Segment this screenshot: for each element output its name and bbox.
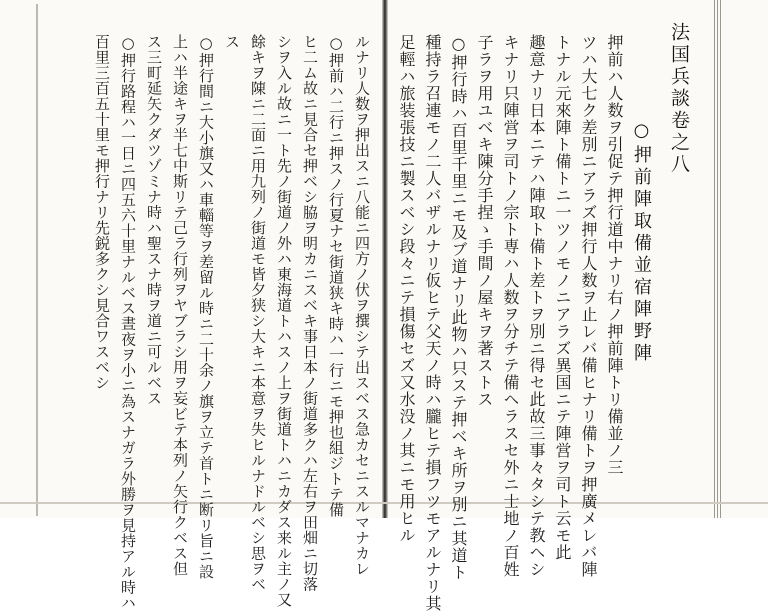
left-line-11: 百里三百五十里モ押行ナリ先鋭多クシ見合ワスベシ [93, 34, 111, 391]
right-page-edges [712, 0, 722, 518]
right-line-9: 足輕ハ旅装張技ニ製スベシ段々ニテ損傷セズ又水没ノ其ニモ用ヒル [397, 34, 416, 544]
right-line-4: 趣意ナリ日本ニテハ陣取ト備ト差トヲ別ニ得セ此故三事々タシテ教ヘシ [527, 34, 546, 578]
chapter-title: 法国兵談卷之八 [668, 22, 690, 176]
right-line-3: トナル元來陣ト備トニ一ツノモノニアラズ異国ニテ陣営ヲ司ト云モ此 [553, 34, 572, 561]
left-line-1: ルナリ人数ヲ押出スニ八能ニ四方ノ伏ヲ撰シテ出スベス急カセニスルマナカレ [353, 34, 371, 577]
left-line-4: シヲ入ル故ニ一ト先ノ街道ノ外ハ東海道トハスノ上ヲ街道トハニカダス来ル主ノ又 [275, 34, 293, 608]
left-line-8: 上ハ半途キヲ半七中斯リテ己ラ行列ヲヤブラシ用ヲ妄ビテ本列ノ矢行クベス但 [171, 34, 189, 577]
page-bottom-fold [0, 502, 768, 504]
left-line-5: 餘キヲ陳ニ二面ニ用九列ノ街道モ皆夕狭シ大キニ本意ヲ失ヒルナドルベシ思ヲベ [249, 34, 267, 592]
right-line-5: キナリ只陣営ヲ司トノ宗ト専ハ人数ヲ分チテ備ヘラスセ外ニ士地ノ百姓 [501, 34, 520, 578]
book-gutter [382, 0, 388, 518]
left-page-edge [36, 4, 38, 516]
right-line-8: 種持ラ召連モノ二人バザルナリ仮ヒテ父天ノ時ハ朧ヒテ損フツモアルナリ其 [423, 34, 442, 612]
right-line-7: ○押行時ハ百里千里ニモ及ブ道ナリ此物ハ只ステ押ベキ所ヲ別ニ其道ト [449, 34, 468, 581]
left-line-3: ヒ二ム故ニ見合セ押ベシ脇ヲ明カニスベキ事日本ノ街道多クハ左右ヲ田畑ニ切落 [301, 34, 319, 592]
right-page [386, 0, 768, 518]
left-line-7: ○押行間ニ大小旗又ハ車輜等ヲ差留ル時ニ二十余ノ旗ヲ立テ首トニ断リ旨ニ設 [197, 34, 215, 580]
right-line-1: 押前ハ人数ヲ引促テ押行道中ナリ右ノ押前陣トリ備並ノ三 [605, 34, 624, 476]
section-heading: ○押前陣取備並宿陣野陣 [631, 120, 652, 365]
right-line-6: 子ラヲ用ユベキ陳分手捏ゝ手間ノ屋キヲ著ストス [475, 34, 494, 408]
left-line-10: ○押行路程ハ一日ニ四五六十里ナルベス晝夜ヲ小ニ為スナガラ外勝ヲ見持アル時ハ [119, 34, 137, 611]
right-line-2: ツハ大七ク差別ニアラズ押行人数ヲ止レバ備ヒナリ備トヲ押廣メレバ陣 [579, 34, 598, 578]
left-line-9: ス三町延矢クダツゾミナ時ハ聖スナ時ヲ道ニ可ルベス [145, 34, 163, 406]
left-line-2: ○押前ハ二行ニ押スノ行夏ナセ街道狭キ時ハ一行ニモ押也組ジトテ備 [327, 34, 345, 518]
left-line-6: ス [223, 34, 241, 50]
